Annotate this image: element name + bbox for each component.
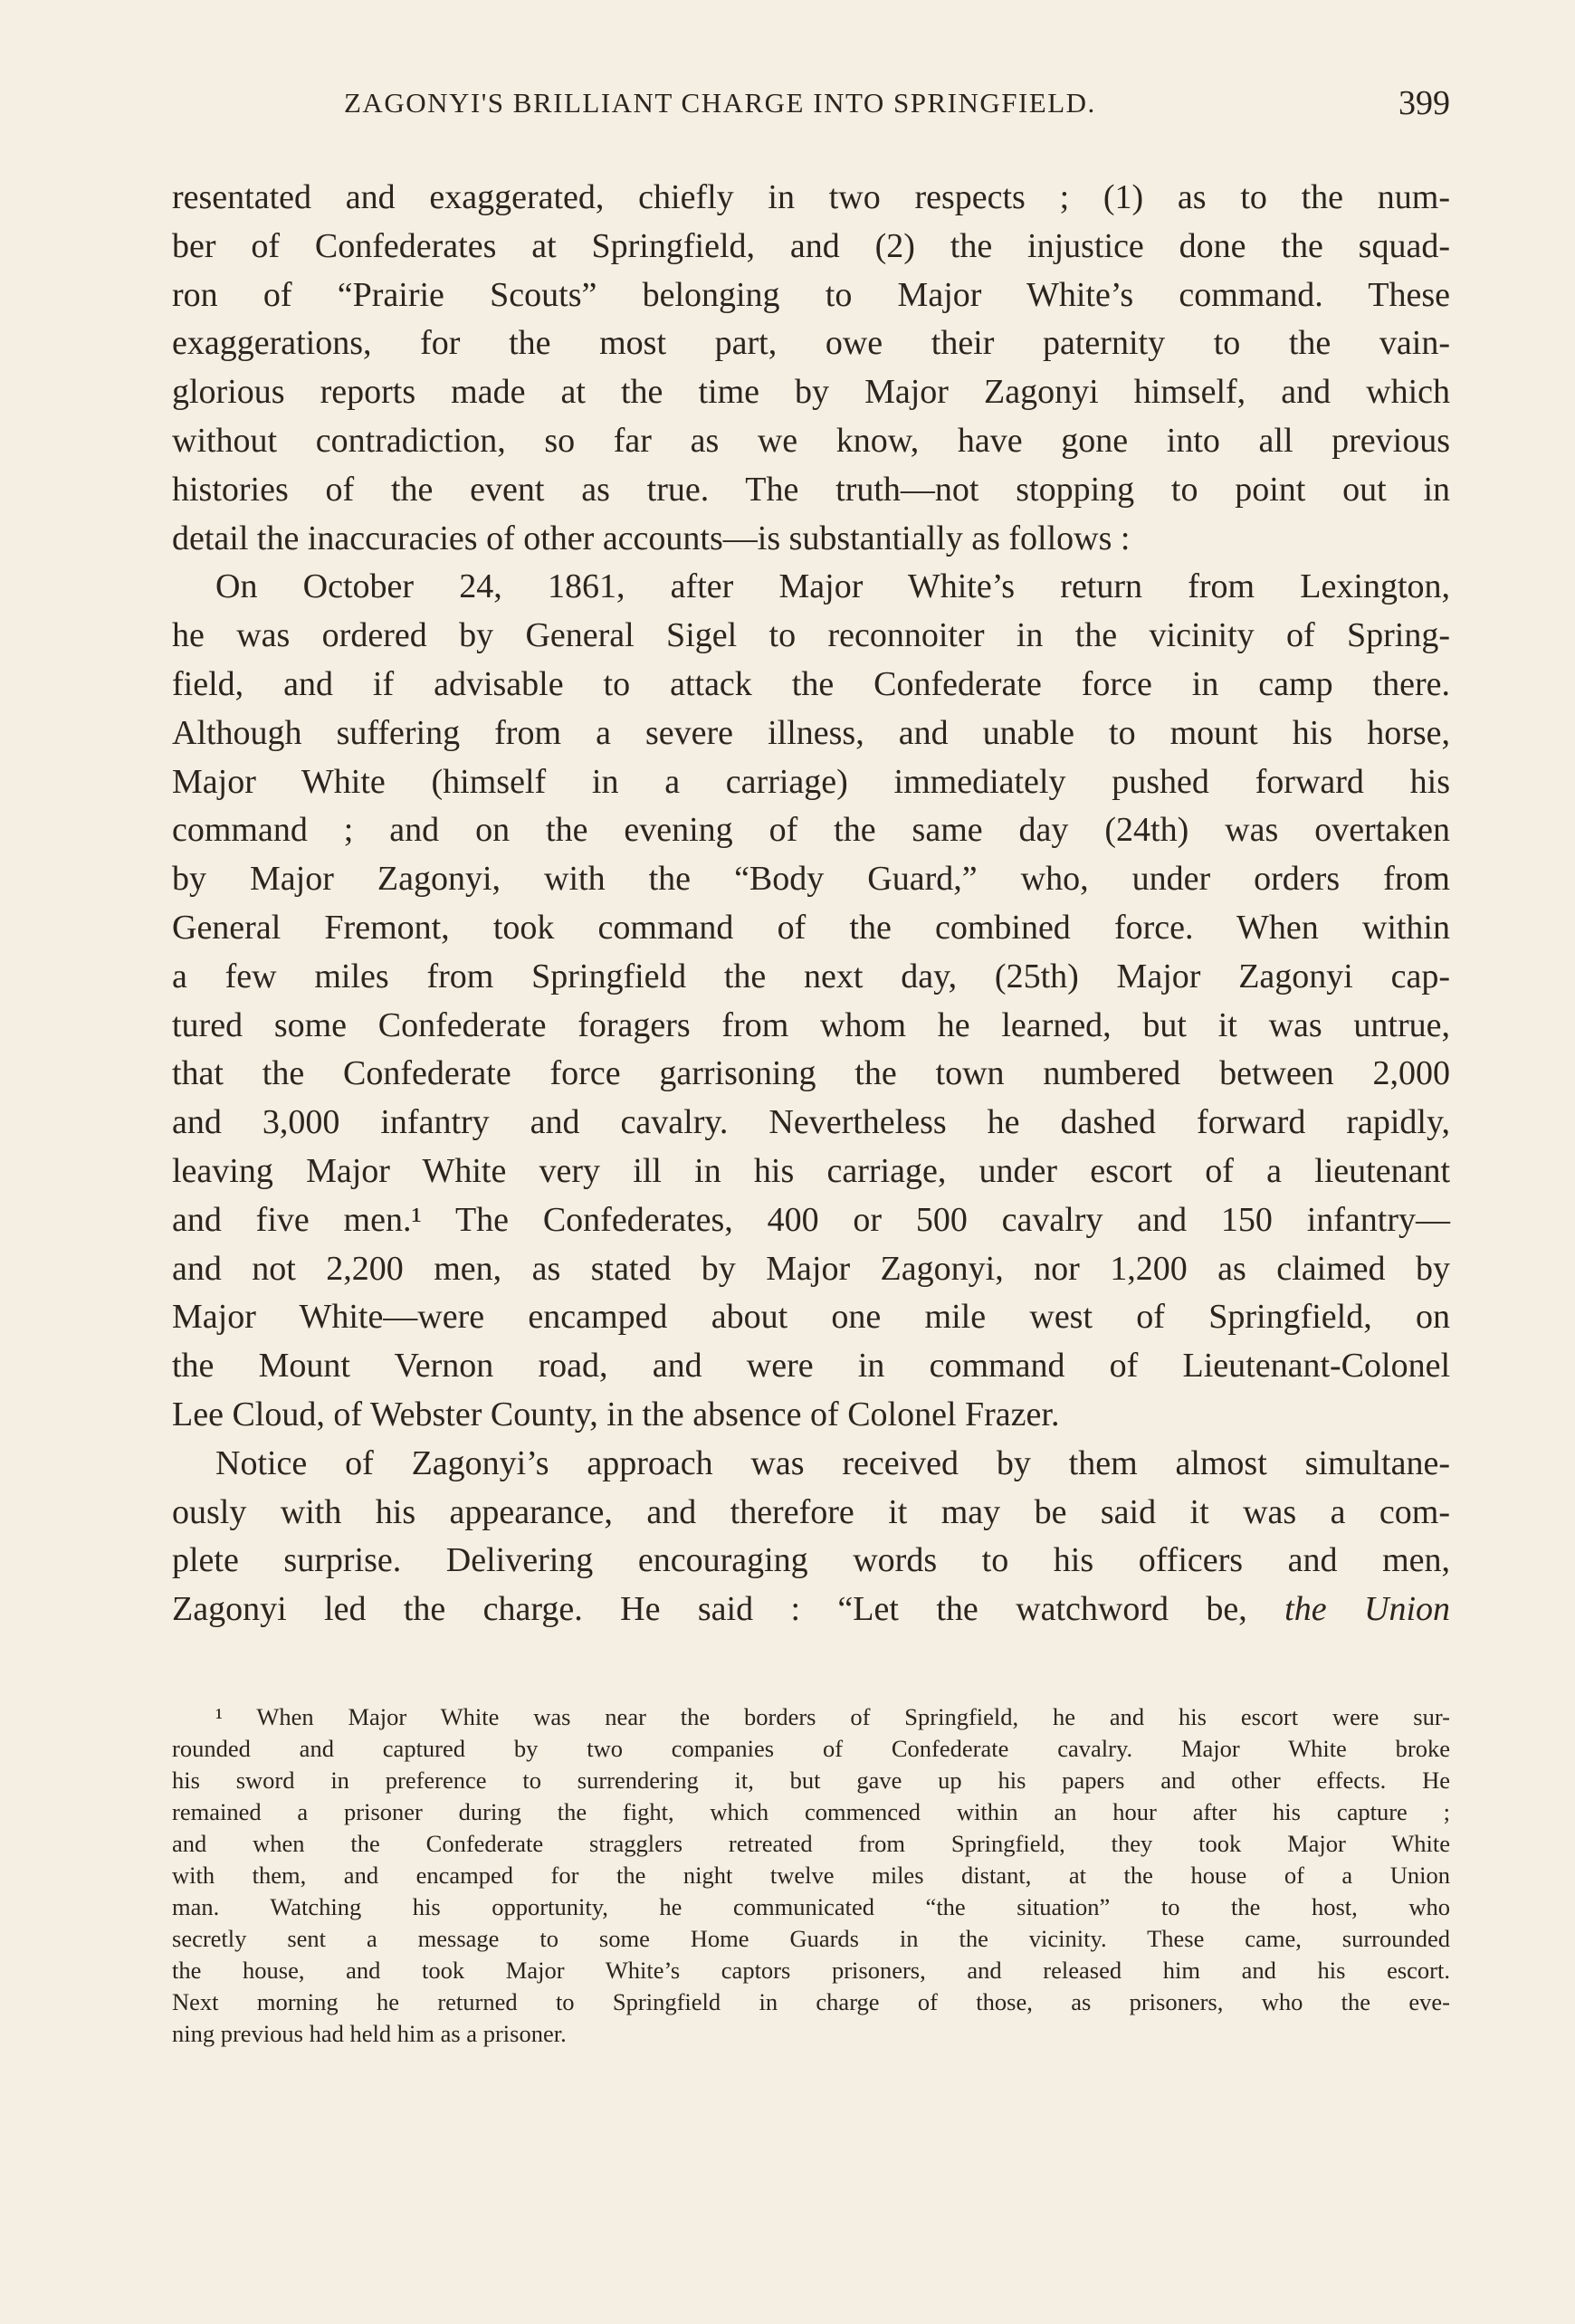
footnote-line: and when the Confederate stragglers retreated from Springfield, they took Major White: [172, 1830, 1450, 1857]
body-line: and not 2,200 men, as stated by Major Zagonyi, nor 1,200 as claimed by: [172, 1249, 1450, 1288]
body-line: tured some Confederate foragers from whom he learned, but it was untrue,: [172, 1005, 1450, 1044]
body-line: Although suffering from a severe illness, and unable to mount his horse,: [172, 713, 1450, 752]
footnote-line: the house, and took Major White’s captors prisoners, and released him and his escort.: [172, 1957, 1450, 1984]
footnote: [172, 1701, 1450, 2050]
footnote-line: ¹ When Major White was near the borders of Springfield, he and his escort were sur-: [215, 1703, 1450, 1730]
body-line: without contradiction, so far as we know, have gone into all previous: [172, 421, 1450, 460]
running-title: ZAGONYI'S BRILLIANT CHARGE INTO SPRINGFIELD.: [344, 87, 1096, 119]
body-line: Major White—were encamped about one mile west of Springfield, on: [172, 1298, 1450, 1337]
body-line: plete surprise. Delivering encouraging words to his officers and men,: [172, 1541, 1450, 1580]
footnote-line: with them, and encamped for the night twelve miles distant, at the house of a Union: [172, 1862, 1450, 1889]
body-line: and five men.¹ The Confederates, 400 or 500 cavalry and 150 infantry—: [172, 1200, 1450, 1239]
body-line-text: Zagonyi led the charge. He said : “Let the watchword be,: [172, 1590, 1247, 1629]
body-line: a few miles from Springfield the next day, (25th) Major Zagonyi cap-: [172, 957, 1450, 995]
body-line: Major White (himself in a carriage) immediately pushed forward his: [172, 762, 1450, 801]
running-head: [172, 84, 1450, 138]
body-line: resentated and exaggerated, chiefly in two respects ; (1) as to the num-: [172, 178, 1450, 216]
body-line: General Fremont, took command of the combined force. When within: [172, 908, 1450, 947]
footnote-line: remained a prisoner during the fight, which commenced within an hour after his capture ;: [172, 1798, 1450, 1825]
body-line: glorious reports made at the time by Major Zagonyi himself, and which: [172, 373, 1450, 412]
body-line: ron of “Prairie Scouts” belonging to Major White’s command. These: [172, 275, 1450, 314]
body-line: and 3,000 infantry and cavalry. Nevertheless he dashed forward rapidly,: [172, 1103, 1450, 1142]
footnote-line: man. Watching his opportunity, he communicated “the situation” to the host, who: [172, 1893, 1450, 1920]
body-line: ously with his appearance, and therefore it may be said it was a com-: [172, 1492, 1450, 1531]
body-line: detail the inaccuracies of other accounts—is substantially as follows :: [172, 519, 1131, 557]
footnote-line: his sword in preference to surrendering it, but gave up his papers and other effects. He: [172, 1767, 1450, 1794]
page-number: 399: [1398, 84, 1450, 122]
italic-phrase: the Union: [1284, 1590, 1450, 1629]
footnote-line: Next morning he returned to Springfield in charge of those, as prisoners, who the eve-: [172, 1988, 1450, 2015]
footnote-line: secretly sent a message to some Home Guards in the vicinity. These came, surrounded: [172, 1925, 1450, 1952]
body-line-final: [172, 1586, 1450, 1634]
body-line: command ; and on the evening of the same day (24th) was overtaken: [172, 811, 1450, 850]
body-text: [172, 174, 1450, 1634]
body-line: On October 24, 1861, after Major White’s return from Lexington,: [215, 567, 1450, 606]
body-line: the Mount Vernon road, and were in command of Lieutenant-Colonel: [172, 1347, 1450, 1386]
body-line: ber of Confederates at Springfield, and (2) the injustice done the squad-: [172, 226, 1450, 265]
body-line: that the Confederate force garrisoning the town numbered between 2,000: [172, 1054, 1450, 1093]
body-line: he was ordered by General Sigel to reconnoiter in the vicinity of Spring-: [172, 616, 1450, 655]
body-line: histories of the event as true. The truth—not stopping to point out in: [172, 470, 1450, 509]
body-line: Lee Cloud, of Webster County, in the absence of Colonel Frazer.: [172, 1395, 1060, 1433]
body-line: field, and if advisable to attack the Confederate force in camp there.: [172, 664, 1450, 703]
footnote-line: ning previous had held him as a prisoner.: [172, 2020, 567, 2047]
footnote-line: rounded and captured by two companies of Confederate cavalry. Major White broke: [172, 1735, 1450, 1762]
body-line: exaggerations, for the most part, owe their paternity to the vain-: [172, 324, 1450, 363]
body-line: by Major Zagonyi, with the “Body Guard,” who, under orders from: [172, 860, 1450, 899]
body-line: Notice of Zagonyi’s approach was received by them almost simultane-: [215, 1443, 1450, 1482]
body-line: leaving Major White very ill in his carriage, under escort of a lieutenant: [172, 1151, 1450, 1190]
